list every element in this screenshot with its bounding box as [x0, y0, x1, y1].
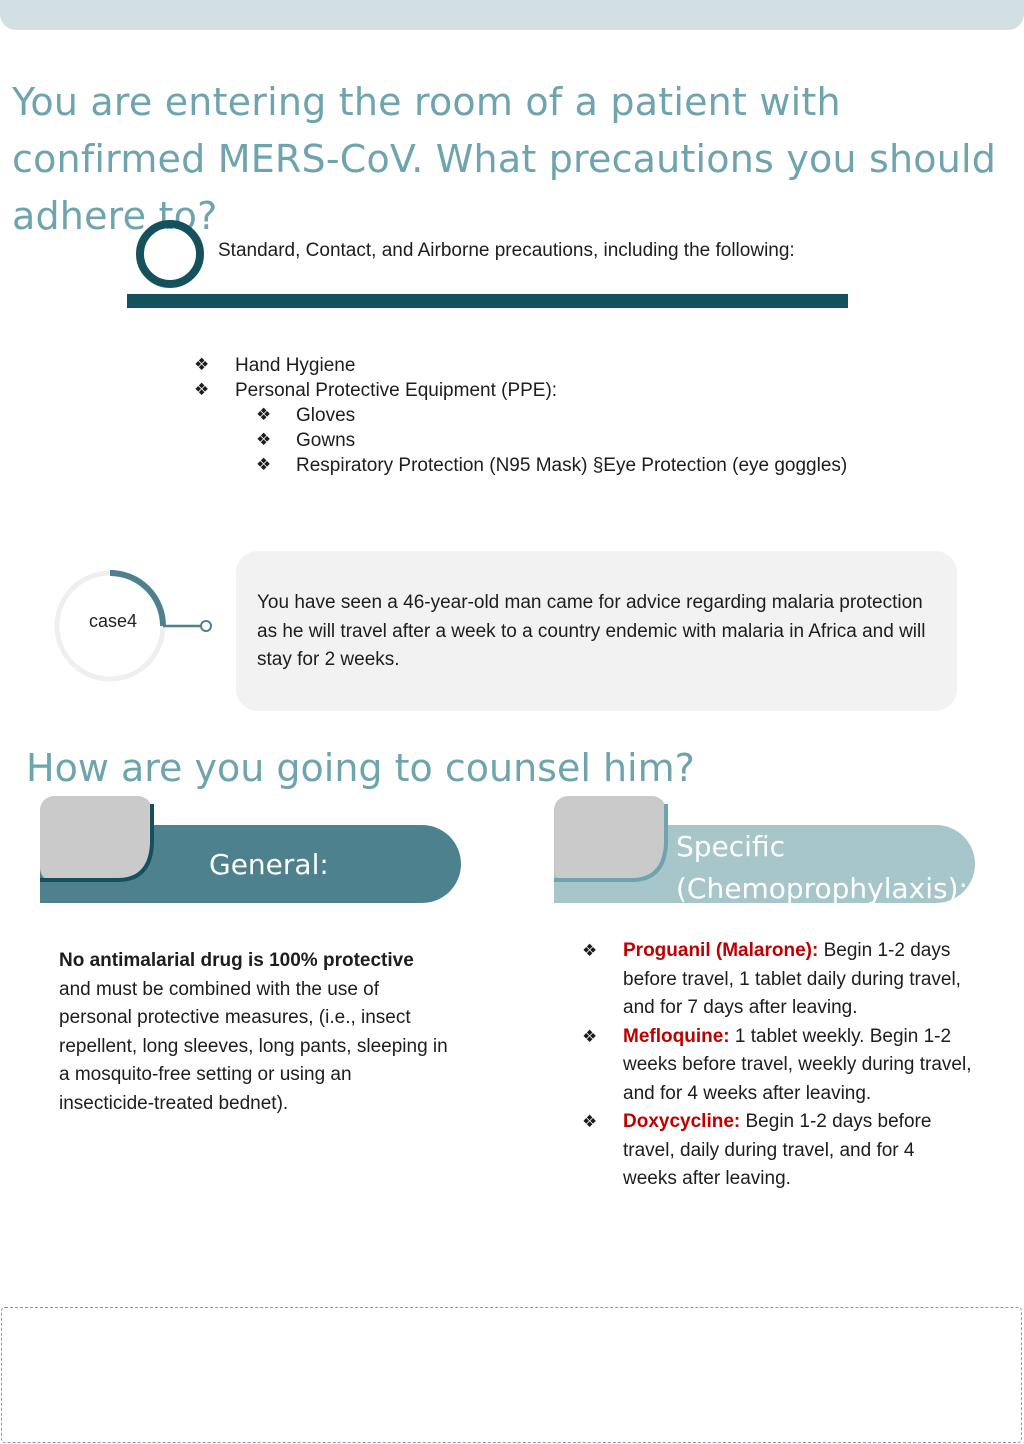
- specific-label-line1: Specific: [676, 830, 785, 863]
- empty-dashed-area: [1, 1307, 1022, 1443]
- list-item-label: Gowns: [296, 430, 356, 451]
- list-item-label: Personal Protective Equipment (PPE):: [235, 380, 558, 401]
- list-item-label: Hand Hygiene: [235, 355, 356, 376]
- drug-text: Begin 1-2 days before travel, 1 tablet daily during travel, and for 7 days after leaving.: [623, 940, 961, 1018]
- diamond-bullet-icon: ❖: [582, 941, 598, 961]
- general-advice-lead: No antimalarial drug is 100% protective: [59, 950, 414, 971]
- list-item: [194, 378, 847, 403]
- drug-item: [582, 1108, 972, 1194]
- general-label: General:: [209, 848, 329, 881]
- diamond-bullet-icon: ❖: [582, 1026, 598, 1047]
- ring-icon: [134, 218, 206, 290]
- diamond-bullet-icon: ❖: [256, 455, 272, 475]
- drug-list: [582, 937, 972, 1194]
- case-label: case4: [89, 611, 138, 631]
- general-advice-body: and must be combined with the use of personal protective measures, (i.e., insect repellent, long sleeves, long pants, sleeping in a mosquito-free setting or using an insecticide-treated bednet).: [59, 978, 448, 1114]
- precautions-heading: Standard, Contact, and Airborne precautions, including the following:: [218, 240, 795, 261]
- general-advice: [59, 947, 449, 1118]
- counsel-title: How are you going to counsel him?: [26, 746, 695, 790]
- list-item: [194, 403, 847, 428]
- drug-item: [582, 1023, 972, 1109]
- specific-tab-curve: [552, 794, 670, 886]
- case-card: [236, 551, 957, 711]
- list-item: [194, 428, 847, 453]
- case-description: You have seen a 46-year-old man came for advice regarding malaria protection as he will travel after a week to a country endemic with malaria in Africa and will stay for 2 weeks.: [257, 592, 926, 670]
- list-item-label: Gloves: [296, 405, 356, 426]
- specific-label: [676, 826, 976, 910]
- drug-text: Begin 1-2 days before travel, daily during travel, and for 4 weeks after leaving.: [623, 1111, 932, 1189]
- drug-item: [582, 937, 972, 1023]
- drug-name: Doxycycline:: [623, 1111, 741, 1132]
- diamond-bullet-icon: ❖: [256, 405, 272, 425]
- drug-text: 1 tablet weekly. Begin 1-2 weeks before travel, weekly during travel, and for 4 weeks after leaving.: [623, 1025, 972, 1104]
- drug-name: Mefloquine:: [623, 1025, 730, 1047]
- top-banner: [0, 0, 1024, 30]
- diamond-bullet-icon: ❖: [582, 1112, 598, 1132]
- list-item: [194, 353, 847, 378]
- list-item-label: Respiratory Protection (N95 Mask) §Eye Protection (eye goggles): [296, 455, 848, 476]
- general-tab-curve: [38, 794, 156, 886]
- question-title: You are entering the room of a patient with confirmed MERS-CoV. What precautions you should adhere to?: [12, 80, 997, 238]
- diamond-bullet-icon: ❖: [256, 430, 272, 450]
- drug-name: Proguanil (Malarone):: [623, 940, 819, 961]
- list-item: [194, 453, 847, 478]
- diamond-bullet-icon: ❖: [194, 380, 210, 400]
- specific-label-line2: (Chemoprophylaxis):: [676, 872, 968, 905]
- section-divider-bar: [127, 294, 848, 308]
- precautions-list: [194, 353, 847, 478]
- diamond-bullet-icon: ❖: [194, 355, 210, 375]
